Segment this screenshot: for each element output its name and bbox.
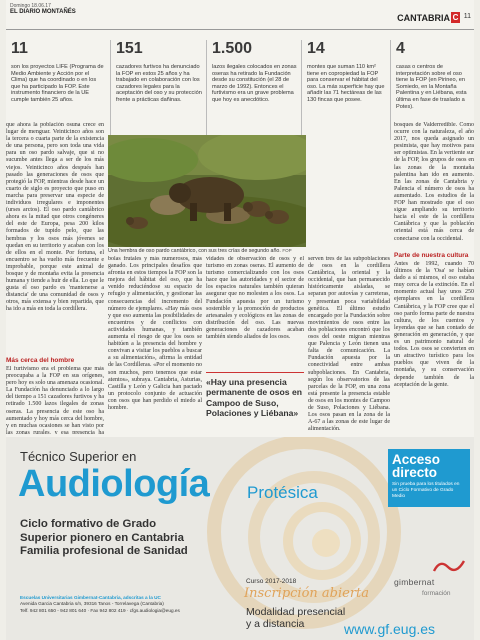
- direct-access-text: Sin prueba para los titulados en un Ciclo Formativo de Grado Medio: [392, 482, 460, 499]
- ad-footer-address: Avenida Garcia Cantabria s/n, 39316 Tanos - Torrelavega (Cantabria): [20, 601, 164, 607]
- page-header: [6, 0, 474, 30]
- header-divider: [6, 29, 474, 30]
- ad-line: Superior pionero en Cantabria: [20, 531, 184, 544]
- ad-title: Audiología: [18, 463, 210, 505]
- pull-quote-divider: [206, 372, 304, 373]
- article-column-1-bottom: El furtivismo era el problema que más preocupaba a la FOP en sus orígenes, pero hoy es solo una amenaza ocasional. La Fundación ha denunciado a lo largo del tiempo a 151 cazadores furtivos y ha retirado 1.500 lazos ilegales de zonas oseras. La presencia de este oso ha aumentado y hoy más cerca del hombre, y en muchas ocasiones se han visto por las zonas rurales, y esa presencia ha: [6, 366, 104, 434]
- ad-footer-title: Escuelas Universitarias Gimbernat-Cantabria, adscritas a la UC: [20, 595, 161, 600]
- ad-course-year: Curso 2017-2018: [246, 578, 297, 585]
- ad-modality-line: y a distancia: [246, 618, 305, 630]
- ad-footer-contact: Telf. 942 801 650 - 942 801 640 · Fax 942 802 419 · cfgs.audiologia@eug.es: [20, 607, 180, 613]
- bear-photo: [108, 135, 306, 247]
- bear-illustration: [108, 135, 306, 247]
- fact-number: 4: [396, 40, 405, 57]
- fact-text: cazadores furtivos ha denunciado la FOP en estos 25 años y ha trabajado en colaboración con los cazadores legales para la aceptación del oso y su protección frente a prácticas dañinas.: [116, 64, 202, 103]
- advertisement[interactable]: [6, 437, 474, 640]
- ad-contact-footer: [20, 595, 220, 614]
- page-number: 11: [463, 13, 471, 20]
- fact-number: 151: [116, 40, 143, 57]
- subheading-closer: Más cerca del hombre: [6, 357, 75, 364]
- section-title: CANTABRIA: [397, 13, 450, 23]
- article-column-2: bolas frutales y más numerosos, más ganado. Los principales desafíos que afronta en estos tiempos la FOP son la mejora del hábitat del oso, que ha venido reduciéndose su espacio de refugio y alimentación, y gestionar las consecuencias del incremento del número de ejemplares. «Hay más osos y que eso aumenta las posibilidades de encuentros y de conflictos con actividades humanas, y también aumenta el riesgo de que los osos se habitúen a la presencia del hombre y convivan a visitar los pueblos a buscar a su alimentación», afirma la entidad de las Cordilleras. «Por el momento no son muchos, pero tenemos que estar atentos», subraya. Cantabria, Asturias, Castilla y León y Galicia han pactado un protocolo conjunto de actuación con osos que han perdido el miedo al hombre.: [108, 256, 202, 411]
- direct-access-title: [392, 453, 466, 479]
- direct-access-title-line: directo: [392, 465, 438, 480]
- gimbernat-logo: [392, 557, 472, 607]
- ad-line: Ciclo formativo de Grado: [20, 518, 157, 530]
- fact-item: [110, 40, 202, 140]
- brand-subtitle: formación: [422, 590, 451, 597]
- ad-line: Familia profesional de Sanidad: [20, 545, 188, 558]
- newspaper-name: EL DIARIO MONTAÑÉS: [10, 9, 76, 15]
- fact-text: lazos ilegales colocados en zonas oseras ha retirado la Fundación desde su constitución (el 28 de marzo de 1992). Entonces el furtivismo era un grave problema que hoy es anecdótico.: [212, 64, 297, 103]
- article-column-3: vidades de observación de osos y el turismo en zonas oseras. El aumento de turismo comercializando con los osos hace que las autoridades y el sector de los espacios naturales también quieran asegurar que no molesten a los osos. La Fundación apuesta por un turismo sostenible y la promoción de productos artesanales y ecológicos en las zonas de distribución del oso. Las nuevas generaciones de cazadores acaban también siendo aliados de los osos.: [206, 256, 304, 341]
- photo-credit: FOP: [282, 248, 292, 253]
- ad-modality: [246, 606, 345, 630]
- ad-kicker: Técnico Superior en: [20, 449, 137, 464]
- ad-enrollment-open: Inscripción abierta: [244, 586, 370, 601]
- brand-name: gimbernat: [394, 577, 435, 587]
- fact-number: 11: [11, 40, 28, 57]
- pull-quote-text: «Hay una presencia permanente de osos en Campoo de Suso, Polaciones y Liébana»: [206, 377, 302, 419]
- ad-description: [20, 518, 188, 559]
- direct-access-box: [388, 449, 470, 507]
- subheading-culture: Parte de nuestra cultura: [394, 252, 469, 259]
- section-logo-icon: C: [452, 13, 459, 22]
- fact-item: [206, 40, 298, 140]
- caption-text: Una hembra de oso pardo cantábrico, con sus tres crías de segundo año.: [108, 248, 281, 254]
- pull-quote: [206, 372, 304, 419]
- direct-access-title-line: Acceso: [392, 452, 441, 467]
- fact-text: son los proyectos LIFE (Programa de Medio Ambiente y Acción por el Clima) que ha coordinado o en los que ha participado la FOP. Este instrumento financiero de la UE cumple también 25 años.: [11, 64, 104, 103]
- ad-website-link[interactable]: www.gf.eug.es: [344, 621, 436, 637]
- ad-modality-line: Modalidad presencial: [246, 606, 346, 618]
- fact-number: 1.500: [212, 40, 253, 57]
- fact-number: 14: [307, 40, 325, 57]
- fact-item: [301, 40, 387, 140]
- newspaper-page: [6, 0, 474, 640]
- fact-text: casas o centros de interpretación sobre el oso tiene la FOP (en Pirineo, en Somiedo, en la Montaña Palentina y en Liébana, esta última en fase de traslado a Potes).: [396, 64, 467, 110]
- article-column-4: serven tres de las subpoblaciones de osos en la cordillera Cantábrica, la oriental y la occidental, que han permanecido históricamente aisladas, se separan por autovías y carreteras, y presentan poca variabilidad genética. El último estudio encargado por la Fundación sobre movimientos de osos entre las dos poblaciones encontró que los osos del oeste migran mientras que Palencia y León tienen una falta de comunicación. La Fundación apuesta por la conectividad entre ambas subpoblaciones. En Cantabria, según los observatorios de las parcelas de la FOP, en una zona está presente la presencia estable de osos en los montes de Campoo de Suso, Polaciones y Liébana. Los osos pasan en la zona de la A-67 a las zonas de este lugar de alimentación.: [308, 256, 390, 433]
- article-column-5-bottom: Antes de 1992, cuando 70 últimos de la 'Osa' se habían dado a sí mismos, el oso estaba muy cerca de la extinción. En el momento actual hay unos 250 ejemplares en la cordillera Cantábrica, y la FOP cree que el oso pardo forma parte de nuestra cultura, de los cuentos y leyendas que se han contado de generación en generación, y que es un patrimonio natural de todos. Los osos se convierten en un atractivo turístico para los pueblos que viven de la montaña, y su conservación depende también de la aceptación de la gente.: [394, 261, 474, 388]
- gimbernat-symbol-icon: [430, 557, 470, 575]
- fact-text: montes que suman 110 km² tiene en copropiedad la FOP para conservar el hábitat del oso. La más superficie hay que añadir las 71 hectáreas de las 130 fincas que posee.: [307, 64, 385, 103]
- article-column-5: bosques de Valderredible. Como ocurre con la naturaleza, el año 2017, nos queda asignado un pesimista, que hay motivos para ser optimistas. En la vertiente sur de la FOP, los grupos de osos en las zonas de la montaña palentina han ido en aumento. En las zonas de Cantabria y Palencia el número de osos ha aumentado. Los estudios de la FOP han mostrado que el oso sigue ampliando su territorio hacia el este de la cordillera Cantábrica y que la población oriental está más cerca de conectarse con la occidental.: [394, 122, 474, 242]
- photo-caption: [108, 248, 306, 254]
- ad-title-suffix: Protésica: [247, 483, 318, 502]
- article-column-1: que ahora la población osuna crece en lugar de menguar. Veinticinco años son la tercera o cuarta parte de la existencia de una persona, pero son toda una vida para un oso pardo salvaje, que si no sucumbe antes llega a ser de los más viejos. Veinticinco años después han pasado las generaciones de osos que protegió la FOP, mientras desde hace un cuarto de siglo es proyecto que puso en marcha para preservar una especie de individuos irregulares e imponentes (urses arctos). El oso pardo cantábrico ahora es la mitad que otros congéneres del este de Europa, pesa 200 kilos formados de tupido pelo, que las hembras y los osos más jóvenes se quedan en su territorio y acaban con los de ellos en el monte. Por fortuna, el encuentro se ha vuelto más frecuente e improbable, porque este animal de bosque y de montaña evita la presencia humana y tiende a huir de ella. Lo que le gusta el oso pardo es 'mantenerse a distancia' de una comunidad de osos y otros, más extensa y bien repartida, que ha ido a más en toda la cordillera.: [6, 122, 104, 313]
- issue-date: Domingo 18.06.17: [10, 3, 51, 9]
